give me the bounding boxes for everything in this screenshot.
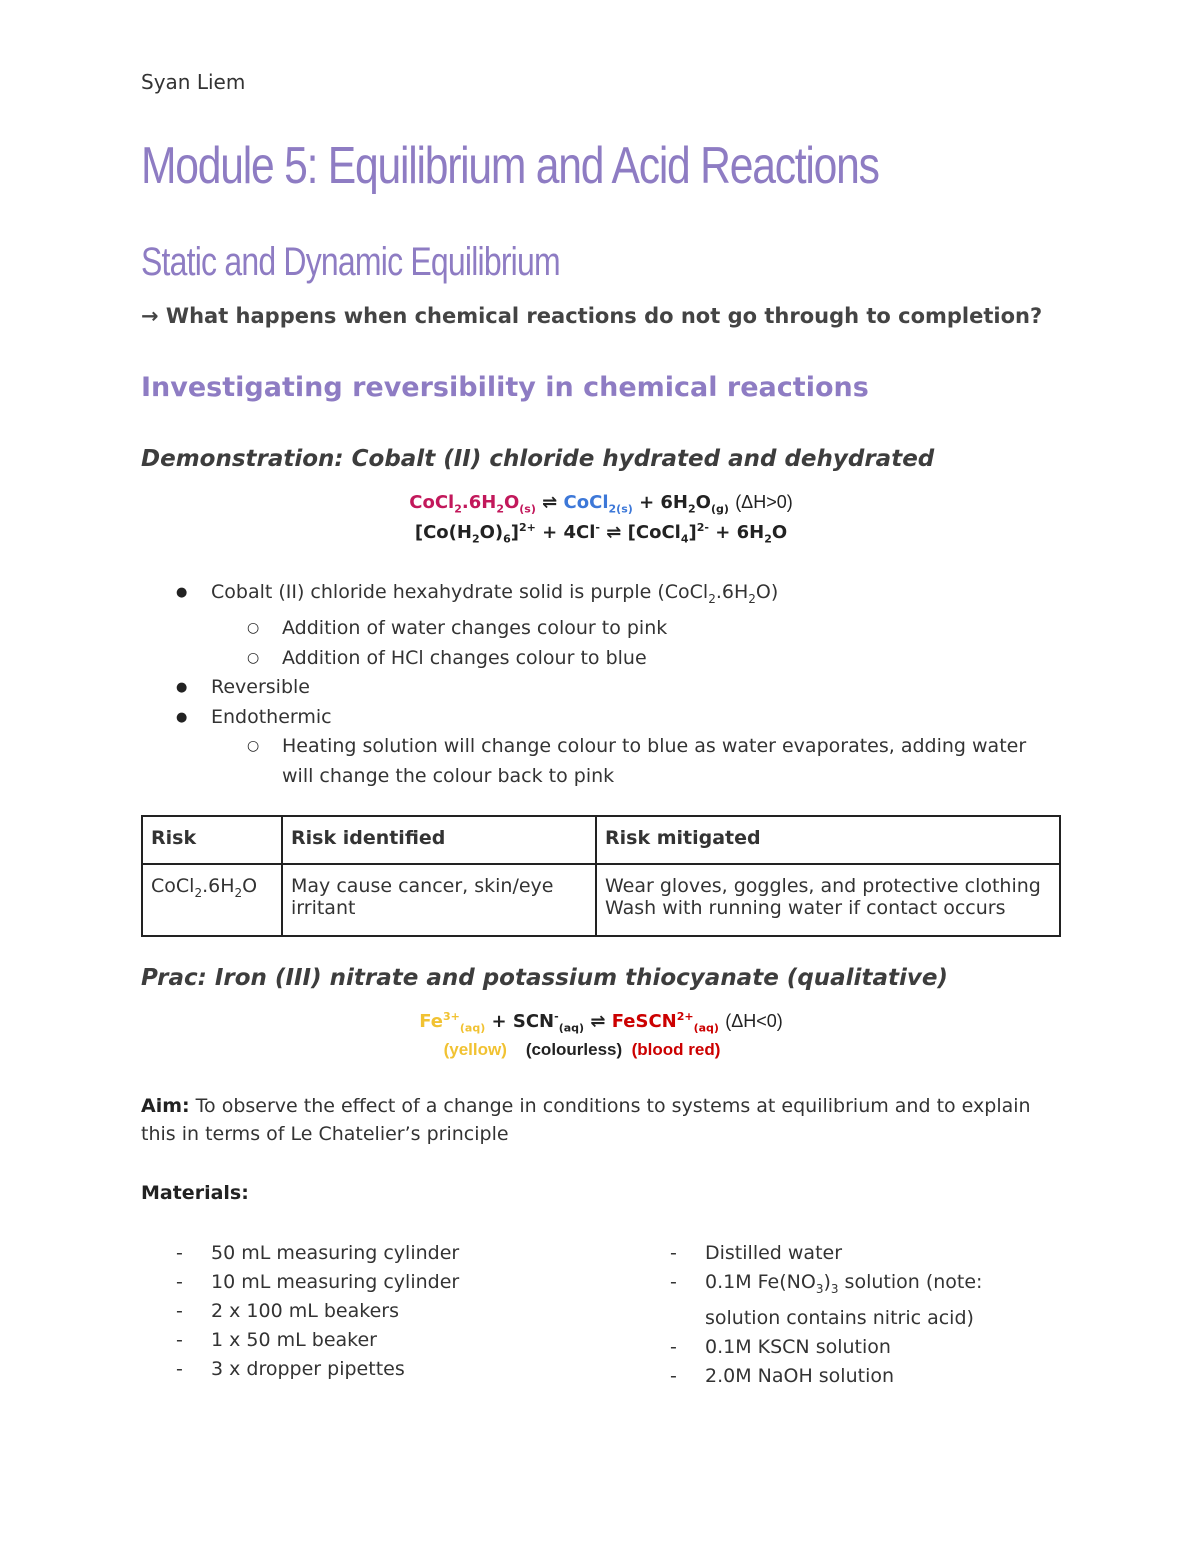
guiding-question: → What happens when chemical reactions do not go through to completion? (141, 304, 1043, 328)
list-item: - 0.1M KSCN solution (635, 1333, 1015, 1362)
list-item: - 0.1M $Fe(NO_3)_3$ solution (note: solution contains nitric acid) (635, 1268, 1015, 1333)
list-item: - 2.0M NaOH solution (635, 1362, 1015, 1391)
demonstration-heading: Demonstration: Cobalt (II) chloride hydrated and dehydrated (141, 446, 935, 472)
header-risk-identified: Risk identified (282, 816, 596, 864)
list-item: - 2 x 100 mL beakers (141, 1297, 581, 1326)
materials-label: Materials: (141, 1182, 249, 1204)
page-title: Module 5: Equilibrium and Acid Reactions (141, 137, 879, 195)
iron-thiocyanate-equation: $Fe^{3+}_{(aq)} + SCN^-_{(aq)}$ ⇌ FeSCN$^{2+}_{(aq)}$ (ΔH<0) (419, 1010, 783, 1035)
prac-heading: Prac: Iron (III) nitrate and potassium thiocyanate (qualitative) (141, 965, 948, 991)
risk-table (141, 815, 1061, 937)
header-risk: Risk (142, 816, 282, 864)
observation-list (141, 578, 1042, 791)
section-heading: Investigating reversibility in chemical reactions (141, 372, 869, 403)
aim-text: To observe the effect of a change in conditions to systems at equilibrium and to explain this in terms of Le Chatelier’s principle (141, 1095, 1031, 1145)
materials-list-left (141, 1239, 581, 1384)
list-item: ○ Heating solution will change colour to blue as water evaporates, adding water will change the colour back to pink (141, 732, 1042, 791)
list-item: - 50 mL measuring cylinder (141, 1239, 581, 1268)
list-item: - 1 x 50 mL beaker (141, 1326, 581, 1355)
colour-labels: (yellow) (colourless) (blood red) (443, 1040, 721, 1059)
cell-risk: $CoCl_2.6H_2O$ (142, 864, 282, 936)
section-subtitle: Static and Dynamic Equilibrium (141, 240, 560, 284)
list-item: - Distilled water (635, 1239, 1015, 1268)
list-item: ● Cobalt (II) chloride hexahydrate solid is purple $(CoCl_2.6H_2O)$ (141, 578, 1042, 614)
list-item: ○ Addition of water changes colour to pink (141, 614, 1042, 644)
aim-label: Aim: (141, 1095, 190, 1117)
aim-paragraph (141, 1092, 1061, 1148)
list-item: ● Endothermic (141, 703, 1042, 733)
cell-risk-identified: May cause cancer, skin/eye irritant (282, 864, 596, 936)
list-item: ○ Addition of HCl changes colour to blue (141, 644, 1042, 674)
cobalt-equation-1: $CoCl_2.6H_2O_{(s)}$ ⇌ CoCl$_{2(s)}$ + $6H_2O_{(g)}$ (ΔH>0) (409, 492, 793, 516)
cell-risk-mitigated: Wear gloves, goggles, and protective clothing Wash with running water if contact occurs (596, 864, 1060, 936)
cobalt-equation-2: $[Co(H_2O)_6]^{2+} + 4Cl^-$ ⇌ [CoCl$_4$]$^{2-}$ + $6H_2O$ (414, 521, 788, 546)
table-header-row (142, 816, 1060, 864)
table-row (142, 864, 1060, 936)
list-item: - 10 mL measuring cylinder (141, 1268, 581, 1297)
materials-list-right (635, 1239, 1015, 1391)
list-item: ● Reversible (141, 673, 1042, 703)
header-risk-mitigated: Risk mitigated (596, 816, 1060, 864)
list-item: - 3 x dropper pipettes (141, 1355, 581, 1384)
author-name: Syan Liem (141, 70, 246, 94)
